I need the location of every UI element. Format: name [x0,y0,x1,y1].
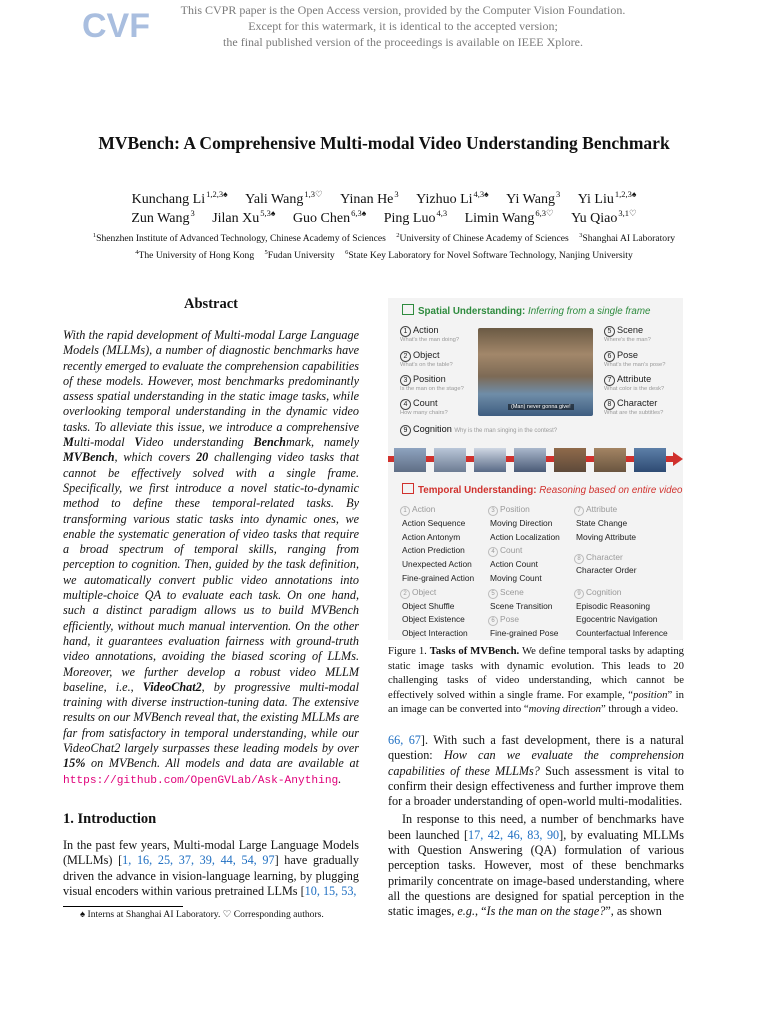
author: Yinan He$^3$ [340,189,399,207]
spatial-item: 6 Pose What's the man's pose? [604,350,666,368]
figure-caption: Figure 1. Tasks of MVBench. We define temporal tasks by adapting static image tasks with dynamic evolution. This leads to 20 challenging tasks of video understanding, which cannot be effectively solved within a single frame. For example, “position” in an image can be converted into “moving direction” through a video. [388,645,685,716]
temporal-category: 1 Action [400,504,435,516]
temporal-task: Action Count [490,559,538,569]
temporal-task: Action Antonym [402,532,461,542]
spatial-item: 4 Count How many chairs? [400,398,448,416]
temporal-task: Moving Count [490,573,542,583]
footnote: ♠ Interns at Shanghai AI Laboratory. ♡ Corresponding authors. [80,909,324,920]
author: Jilan $Xu^{5,3♠}$ [212,208,276,226]
author: Yu Qiao$^{3,1♡}$ [571,208,637,226]
affiliation-line-2 [20,246,748,263]
author: Limin Wang$^{6,3♡}$ [464,208,554,226]
citation-link[interactable]: 66, 67 [388,733,421,747]
video-frame [594,448,626,472]
spatial-item: 3 Position Is the man on the stage? [400,374,464,392]
temporal-category: 3 Position [488,504,530,516]
temporal-task: Action Localization [490,532,560,542]
author: Yali Wang$^{1,3♡}$ [245,189,323,207]
spatial-item: 2 Object What's on the table? [400,350,453,368]
citation-link[interactable]: 10, 15, 53, [304,883,357,898]
temporal-task: Scene Transition [490,601,553,611]
author: Yi Liu$^{1,2,3♠}$ [577,189,637,207]
video-frame [434,448,466,472]
temporal-task: Action Sequence [402,518,466,528]
paragraph: 66, 67]. With such a fast development, there is a natural question: How can we evaluate the comprehension capabilities of these MLLMs? Such assessment is vital to confirm their design effectiveness and further improve them for a broader understanding of open-world multi-modalities. [388,733,685,809]
temporal-understanding-title: Temporal Understanding: Reasoning based on entire video [402,483,682,496]
affiliation: $^4$The University of Hong Kong [135,249,255,262]
temporal-category: 8 Character [574,552,623,564]
footnote-rule [63,906,183,907]
temporal-task: State Change [576,518,628,528]
spatial-understanding-title: Spatial Understanding: Inferring from a single frame [402,304,650,317]
temporal-category: 5 Scene [488,587,524,599]
affiliation: $^1$Shenzhen Institute of Advanced Technology, Chinese Academy of Sciences [92,232,386,245]
abstract-body: With the rapid development of Multi-modal Large Language Models (MLLMs), a number of diagnostic benchmarks have recently emerged to evaluate the comprehension capabilities of these models. However, most benchmarks predominantly assess spatial understanding in the static image tasks, while overlooking temporal understanding in the dynamic video tasks. To alleviate this issue, we introduce a comprehensive Multi-modal Video understanding Benchmark, namely MVBench, which covers 20 challenging video tasks that cannot be effectively solved with a single frame. Specifically, we first introduce a novel static-to-dynamic method to define these temporal-related tasks. By transforming various static tasks into dynamic ones, we enable the systematic generation of video tasks that require a broad spectrum of temporal skills, ranging from perception to cognition. Then, guided by the task definition, we automatically convert public video annotations into multiple-choice QA to evaluate each task. On one hand, such a distinct paradigm allows us to build MVBench efficiently, without much manual intervention. On the other hand, it guarantees evaluation fairness with ground-truth video annotations, avoiding the biased scoring of LLMs. Moreover, we further develop a robust video MLLM baseline, i.e., VideoChat2, by progressive multi-modal training with diverse instruction-tuning data. The extensive results on our MVBench reveal that, the existing MLLMs are far from satisfactory in temporal understanding, while our VideoChat2 largely surpasses these leading models by over 15% on MVBench. All models and data are available at https://github.com/OpenGVLab/Ask-Anything. [63,328,360,787]
author: Kunchang $Li^{1,2,3♠}$ [131,189,228,207]
temporal-category: 2 Object [400,587,436,599]
video-frame [394,448,426,472]
watermark [150,2,656,50]
arrow-right-icon [673,452,683,466]
temporal-category: 7 Attribute [574,504,617,516]
author: Yizhuo $Li^{4,3♠}$ [416,189,489,207]
video-frame [554,448,586,472]
temporal-category: 4 Count [488,545,522,557]
section-heading-introduction: 1. Introduction [63,811,157,827]
watermark-line: Except for this watermark, it is identical to the accepted version; [248,19,558,33]
temporal-task: Object Interaction [402,628,468,638]
author: Zun Wang$^3$ [131,208,195,226]
temporal-task: Moving Attribute [576,532,637,542]
spatial-item: 8 Character What are the subtitles? [604,398,664,416]
author-line-2 [40,204,728,228]
temporal-category: 6 Pose [488,614,519,626]
affiliation-line-1 [20,229,748,246]
temporal-task: Fine-grained Pose [490,628,559,638]
stage-scene-photo [478,328,593,416]
temporal-task: Fine-grained Action [402,573,475,583]
cvf-logo-icon [82,4,150,45]
video-frame-strip [388,448,683,470]
spatial-item: 1 Action What's the man doing? [400,325,460,343]
temporal-task: Moving Direction [490,518,553,528]
temporal-task: Unexpected Action [402,559,472,569]
film-icon [402,483,414,494]
author: Guo Chen$^{6,3♠}$ [292,208,367,226]
citation-link[interactable]: 1, 16, 25, 37, 39, 44, 54, 97 [122,853,275,868]
author: Yi Wang$^3$ [506,189,561,207]
temporal-task: Egocentric Navigation [576,614,658,624]
abstract-heading: Abstract [184,296,238,312]
video-frame [634,448,666,472]
watermark-line: the final published version of the proceedings is available on IEEE Xplore. [223,35,583,49]
temporal-category: 9 Cognition [574,587,621,599]
temporal-task: Action Prediction [402,545,465,555]
video-frame [514,448,546,472]
temporal-task: Object Existence [402,614,465,624]
svg-text:CVF: CVF [82,7,150,45]
figure-1 [388,298,683,640]
author: Ping Luo$^{4,3}$ [383,208,448,226]
paper-title: MVBench: A Comprehensive Multi-modal Video Understanding Benchmark [98,133,670,153]
temporal-task: Object Shuffle [402,601,455,611]
watermark-line: This CVPR paper is the Open Access version, provided by the Computer Vision Foundation. [180,3,626,17]
affiliation: $^3$Shanghai AI Laboratory [579,232,676,245]
affiliation: $^6$State Key Laboratory for Novel Software Technology, Nanjing University [345,249,633,262]
spatial-item: 7 Attribute What color is the desk? [604,374,665,392]
temporal-task: Character Order [576,565,637,575]
video-frame [474,448,506,472]
spatial-item-cognition: 9 Cognition Why is the man singing in the contest? [400,424,557,436]
affiliation: $^5$Fudan University [264,249,335,262]
subtitle-caption: (Man) never gonna give! [508,404,574,410]
affiliation: $^2$University of Chinese Academy of Sciences [396,232,569,245]
right-column-body [388,733,684,920]
code-link[interactable]: https://github.com/OpenGVLab/Ask-Anything [63,774,339,787]
spatial-item: 5 Scene Where's the man? [604,325,651,343]
image-icon [402,304,414,315]
paragraph: In response to this need, a number of benchmarks have been launched [17, 42, 46, 83, 90], by evaluating MLLMs with Question Answering (QA) formulation of various perception tasks. However, most of these benchmarks primarily concentrate on image-based understanding, where all the questions are designed for spatial perception in the static images, e.g., “Is the man on the stage?”, as shown [388,812,684,919]
citation-link[interactable]: 17, 42, 46, 83, 90 [468,827,560,842]
intro-body: In the past few years, Multi-modal Large Language Models (MLLMs) [1, 16, 25, 37, 39, 44, 54, 97] have gradually driven the advance in vision-language learning, by plugging visual encoders within various pretrained LLMs [10, 15, 53, [63,838,360,898]
temporal-task: Episodic Reasoning [576,601,651,611]
temporal-task: Counterfactual Inference [576,628,668,638]
